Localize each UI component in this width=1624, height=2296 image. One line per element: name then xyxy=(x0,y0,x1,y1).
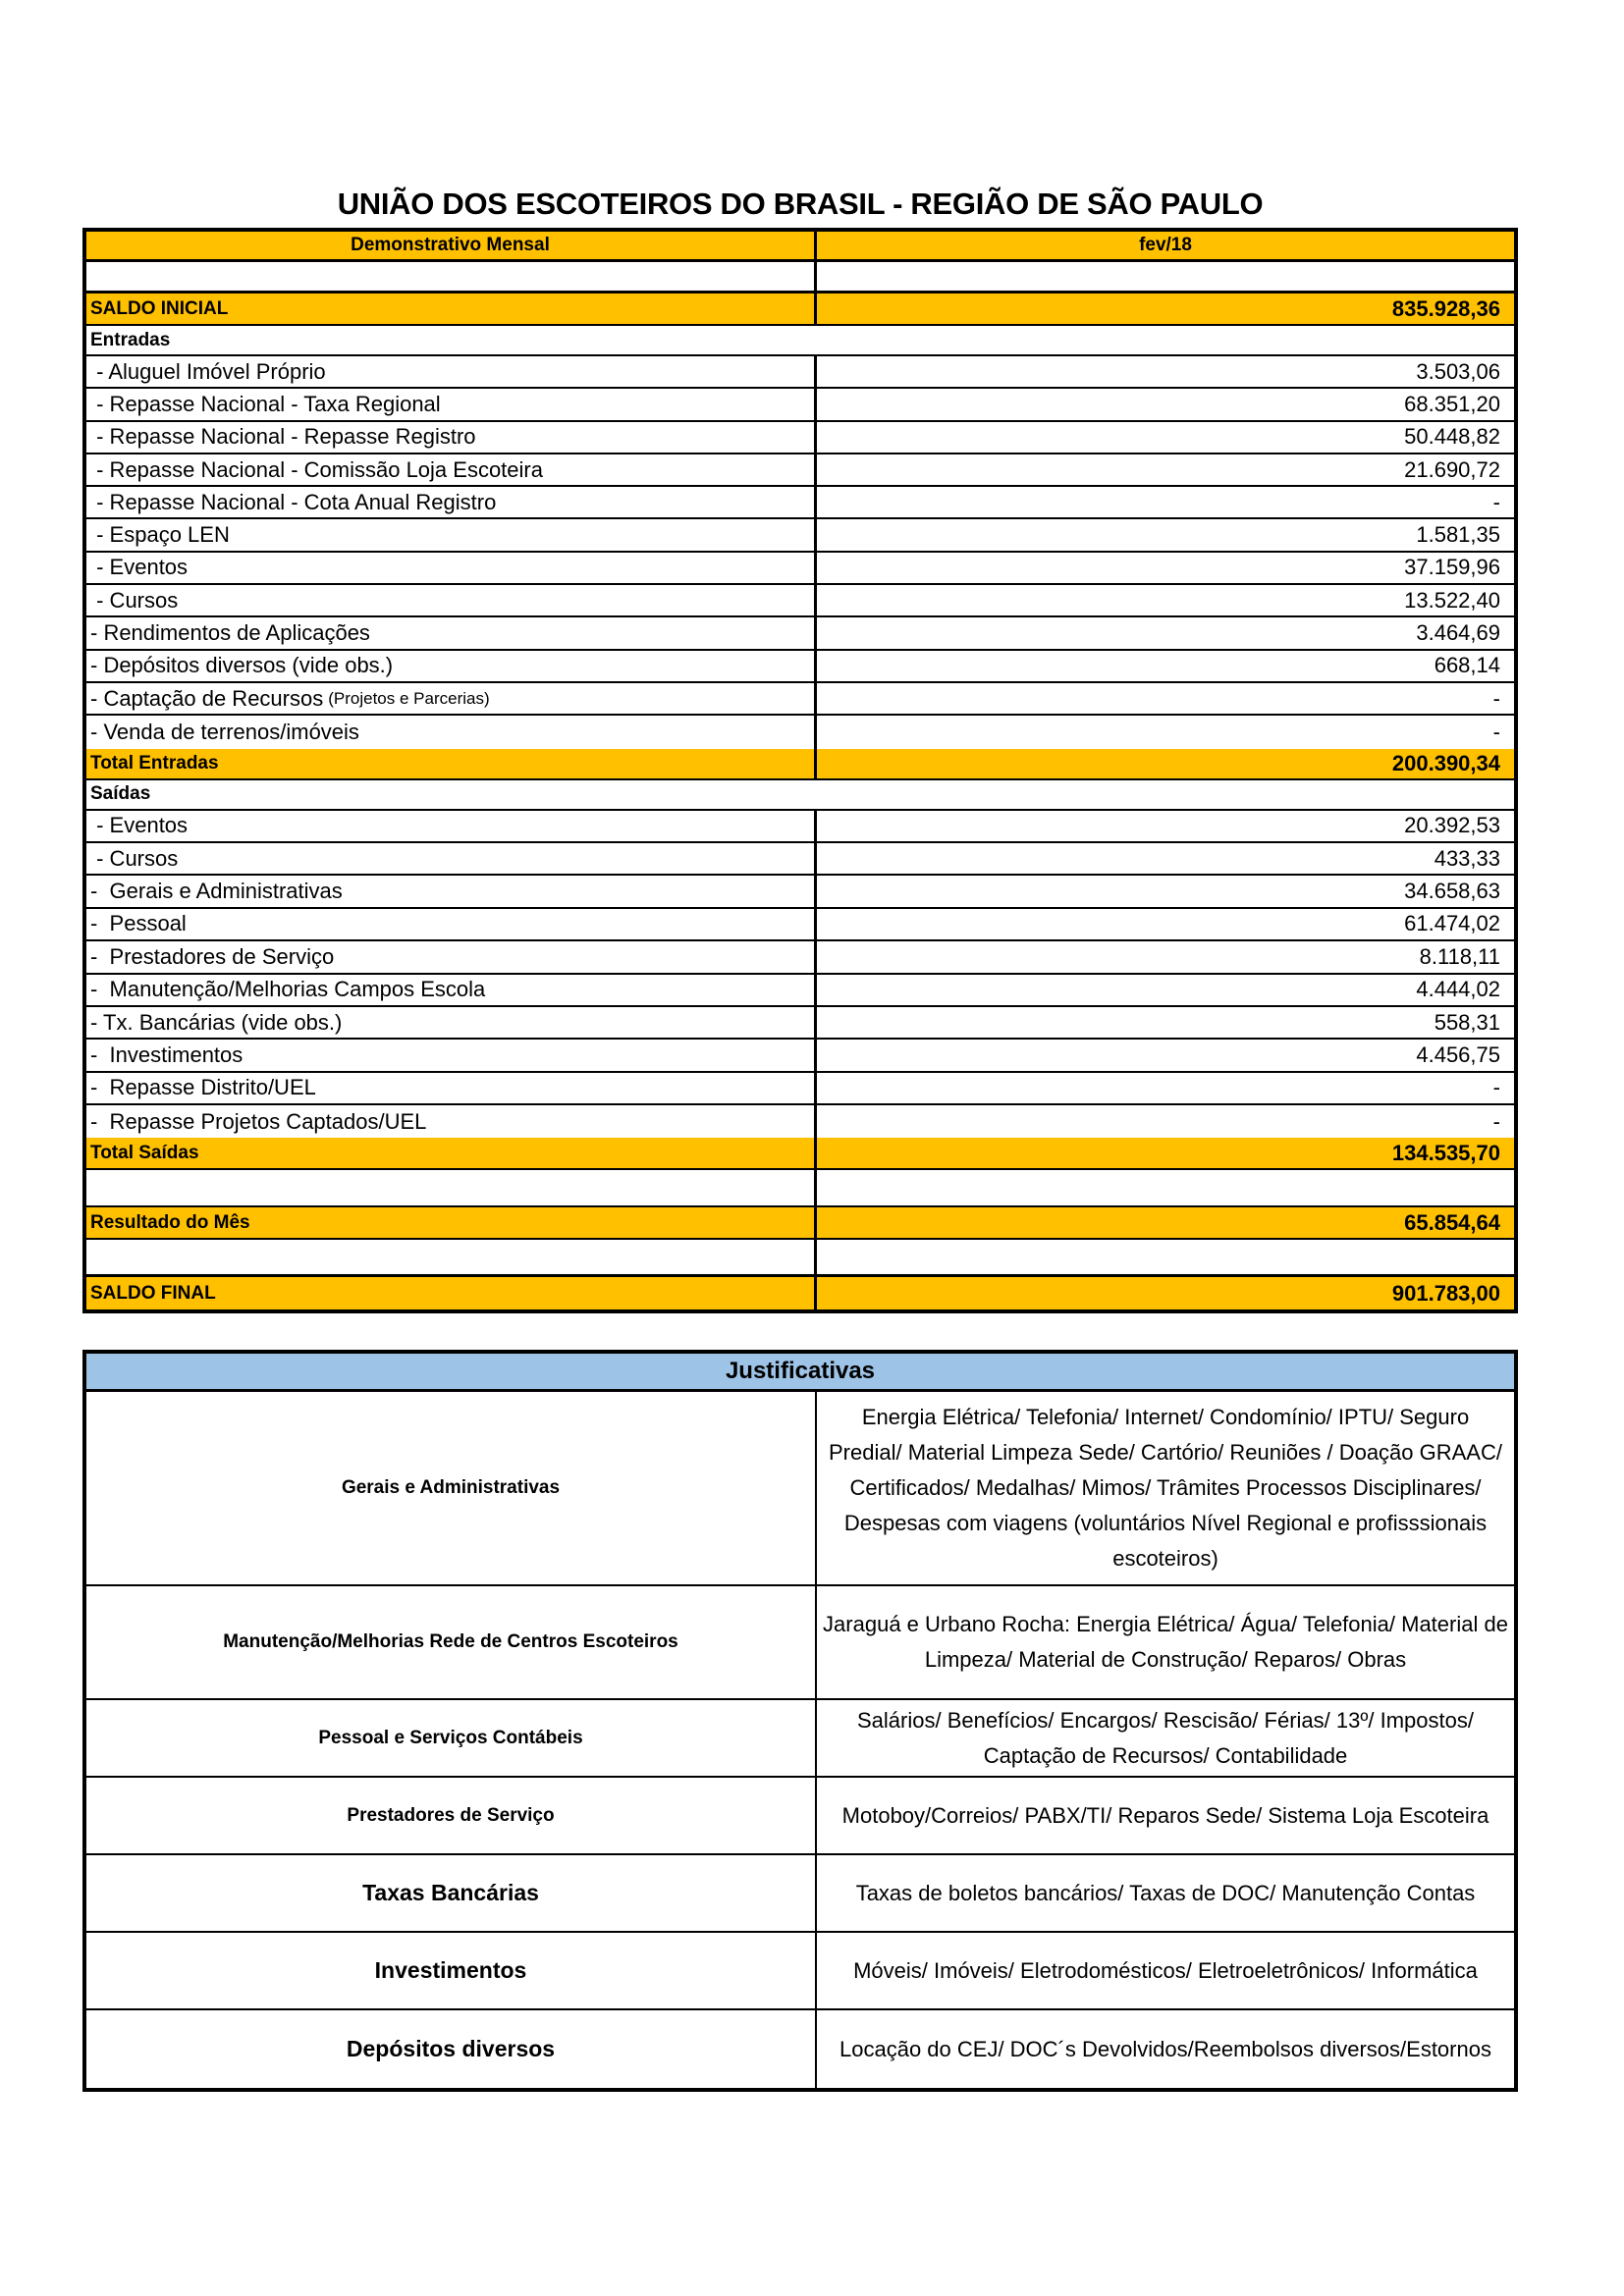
saldo-final-value: 901.783,00 xyxy=(1391,1280,1500,1306)
table-row xyxy=(86,1105,1514,1138)
row-label-text: - Investimentos xyxy=(90,1041,244,1067)
row-label xyxy=(86,519,817,550)
row-label xyxy=(86,617,817,648)
table-row xyxy=(86,683,1514,716)
row-label xyxy=(86,1007,817,1038)
justificativas-table xyxy=(82,1350,1518,2092)
justificativa-category: Pessoal e Serviços Contábeis xyxy=(86,1700,817,1776)
table-row xyxy=(86,487,1514,519)
table-row xyxy=(86,519,1514,552)
row-label xyxy=(86,356,817,387)
justificativa-row xyxy=(86,1392,1514,1586)
table-row xyxy=(86,651,1514,683)
total-saidas-row xyxy=(86,1138,1514,1170)
saldo-final-row xyxy=(86,1277,1514,1309)
saldo-inicial-value: 835.928,36 xyxy=(1391,295,1500,321)
justificativa-description: Energia Elétrica/ Telefonia/ Internet/ Condomínio/ IPTU/ Seguro Predial/ Material Limpeza Sede/ Cartório/ Reuniões / Doação GRAAC/ Certificados/ Medalhas/ Mimos/ Trâmites Processos Disciplinares/ Despesas com viagens (voluntários Nível Regional e profisssionais escoteiros) xyxy=(829,1405,1502,1571)
table-row xyxy=(86,1073,1514,1105)
row-label xyxy=(86,389,817,419)
justificativa-description: Taxas de boletos bancários/ Taxas de DOC/ Manutenção Contas xyxy=(855,1880,1476,1905)
justificativa-category: Depósitos diversos xyxy=(86,2010,817,2088)
table-row xyxy=(86,422,1514,454)
saidas-section-header xyxy=(86,780,1514,811)
total-entradas-label: Total Entradas xyxy=(86,749,817,778)
row-value: 61.474,02 xyxy=(1404,911,1500,936)
justificativa-category: Investimentos xyxy=(86,1933,817,2008)
row-value: 13.522,40 xyxy=(1404,587,1500,613)
resultado-row xyxy=(86,1207,1514,1240)
row-label xyxy=(86,422,817,453)
row-label-text: - Tx. Bancárias (vide obs.) xyxy=(90,1009,343,1035)
row-value: 20.392,53 xyxy=(1404,813,1500,838)
total-entradas-row xyxy=(86,749,1514,780)
row-label-text: - Rendimentos de Aplicações xyxy=(90,620,370,646)
row-value: 34.658,63 xyxy=(1404,879,1500,904)
justificativa-row xyxy=(86,2010,1514,2088)
row-label-text: - Repasse Nacional - Cota Anual Registro xyxy=(90,489,497,514)
justificativa-category: Taxas Bancárias xyxy=(86,1855,817,1931)
row-label xyxy=(86,909,817,939)
row-label-text: - Repasse Distrito/UEL xyxy=(90,1075,316,1100)
row-value: 1.581,35 xyxy=(1416,522,1500,548)
row-value: 37.159,96 xyxy=(1404,555,1500,580)
saldo-inicial-row xyxy=(86,294,1514,326)
row-value: - xyxy=(1492,685,1500,711)
resultado-value: 65.854,64 xyxy=(1404,1209,1500,1235)
table-row xyxy=(86,454,1514,487)
header-label: Demonstrativo Mensal xyxy=(86,232,817,259)
entradas-section-header xyxy=(86,326,1514,356)
row-label xyxy=(86,651,817,681)
row-value: 50.448,82 xyxy=(1404,424,1500,450)
page-title: UNIÃO DOS ESCOTEIROS DO BRASIL - REGIÃO DE SÃO PAULO xyxy=(337,187,1264,221)
total-saidas-value: 134.535,70 xyxy=(1391,1140,1500,1165)
table-row xyxy=(86,876,1514,908)
table-row xyxy=(86,1007,1514,1040)
row-label xyxy=(86,716,817,748)
blank-row xyxy=(86,1240,1514,1277)
justificativa-row xyxy=(86,1586,1514,1700)
table-row xyxy=(86,585,1514,617)
justificativa-description: Locação do CEJ/ DOC´s Devolvidos/Reembolsos diversos/Estornos xyxy=(839,2036,1491,2061)
row-value: 21.690,72 xyxy=(1404,456,1500,482)
row-label xyxy=(86,941,817,972)
row-label-text: - Cursos xyxy=(90,845,179,871)
row-value: - xyxy=(1492,1075,1500,1100)
row-label-text: - Eventos xyxy=(90,555,189,580)
row-label-text: - Depósitos diversos (vide obs.) xyxy=(90,653,394,678)
table-row xyxy=(86,941,1514,974)
row-label xyxy=(86,975,817,1005)
row-label-text: - Venda de terrenos/imóveis xyxy=(90,719,359,744)
justificativa-row xyxy=(86,1855,1514,1933)
row-label xyxy=(86,553,817,583)
justificativas-list xyxy=(86,1392,1514,2088)
blank-row xyxy=(86,1170,1514,1207)
justificativas-header: Justificativas xyxy=(86,1354,1514,1392)
entradas-list xyxy=(86,356,1514,749)
row-value: 3.503,06 xyxy=(1416,358,1500,384)
justificativa-description: Móveis/ Imóveis/ Eletrodomésticos/ Eletroeletrônicos/ Informática xyxy=(853,1957,1478,1983)
row-label-note: (Projetos e Parcerias) xyxy=(328,688,490,708)
table-row xyxy=(86,909,1514,941)
table-row xyxy=(86,811,1514,843)
table-row xyxy=(86,716,1514,748)
justificativa-row xyxy=(86,1933,1514,2010)
table-row xyxy=(86,356,1514,389)
row-value: 4.444,02 xyxy=(1416,977,1500,1002)
row-value: - xyxy=(1492,1108,1500,1134)
row-label xyxy=(86,811,817,841)
total-saidas-label: Total Saídas xyxy=(86,1138,817,1168)
justificativa-description: Salários/ Benefícios/ Encargos/ Rescisão/ Férias/ 13º/ Impostos/ Captação de Recursos/ Contabilidade xyxy=(857,1707,1474,1768)
row-value: 3.464,69 xyxy=(1416,620,1500,646)
row-label-text: - Captação de Recursos xyxy=(90,685,324,711)
table-row xyxy=(86,553,1514,585)
row-label xyxy=(86,876,817,906)
row-label xyxy=(86,1105,817,1138)
justificativa-description: Motoboy/Correios/ PABX/TI/ Reparos Sede/ Sistema Loja Escoteira xyxy=(841,1802,1489,1828)
saidas-label: Saídas xyxy=(90,783,151,805)
row-label-text: - Repasse Nacional - Taxa Regional xyxy=(90,391,441,416)
row-value: 4.456,75 xyxy=(1416,1041,1500,1067)
row-label-text: - Eventos xyxy=(90,813,189,838)
row-label xyxy=(86,487,817,517)
table-row xyxy=(86,843,1514,876)
row-label-text: - Gerais e Administrativas xyxy=(90,879,343,904)
row-label-text: - Repasse Nacional - Repasse Registro xyxy=(90,424,476,450)
table-row xyxy=(86,1040,1514,1072)
table-row xyxy=(86,389,1514,421)
row-label xyxy=(86,683,817,714)
saldo-final-label: SALDO FINAL xyxy=(86,1277,817,1309)
row-label xyxy=(86,843,817,874)
row-value: 68.351,20 xyxy=(1404,391,1500,416)
justificativa-category: Manutenção/Melhorias Rede de Centros Escoteiros xyxy=(86,1586,817,1698)
row-value: 433,33 xyxy=(1434,845,1500,871)
row-value: 558,31 xyxy=(1434,1009,1500,1035)
blank-row xyxy=(86,262,1514,294)
row-label-text: - Aluguel Imóvel Próprio xyxy=(90,358,326,384)
table-row xyxy=(86,975,1514,1007)
justificativa-category: Prestadores de Serviço xyxy=(86,1778,817,1853)
justificativa-row xyxy=(86,1778,1514,1855)
row-label-text: - Espaço LEN xyxy=(90,522,230,548)
row-label xyxy=(86,454,817,485)
row-value: - xyxy=(1492,719,1500,744)
row-label xyxy=(86,1073,817,1103)
justificativa-description: Jaraguá e Urbano Rocha: Energia Elétrica/ Água/ Telefonia/ Material de Limpeza/ Material de Construção/ Reparos/ Obras xyxy=(823,1612,1508,1672)
row-label-text: - Repasse Projetos Captados/UEL xyxy=(90,1108,427,1134)
justificativa-category: Gerais e Administrativas xyxy=(86,1392,817,1584)
resultado-label: Resultado do Mês xyxy=(86,1207,817,1238)
header-period: fev/18 xyxy=(1139,235,1192,255)
row-label-text: - Manutenção/Melhorias Campos Escola xyxy=(90,977,486,1002)
row-label-text: - Prestadores de Serviço xyxy=(90,943,335,969)
saldo-inicial-label: SALDO INICIAL xyxy=(86,294,817,324)
row-label xyxy=(86,1040,817,1070)
row-value: - xyxy=(1492,489,1500,514)
justificativa-row xyxy=(86,1700,1514,1778)
table-row xyxy=(86,617,1514,650)
total-entradas-value: 200.390,34 xyxy=(1391,750,1500,775)
row-value: 8.118,11 xyxy=(1419,943,1500,969)
row-label xyxy=(86,585,817,615)
row-label-text: - Pessoal xyxy=(90,911,187,936)
saidas-list xyxy=(86,811,1514,1139)
table-header-row xyxy=(86,232,1514,262)
row-label-text: - Repasse Nacional - Comissão Loja Escoteira xyxy=(90,456,543,482)
row-label-text: - Cursos xyxy=(90,587,179,613)
entradas-label: Entradas xyxy=(90,329,171,350)
demonstrativo-table xyxy=(82,228,1518,1313)
row-value: 668,14 xyxy=(1434,653,1500,678)
